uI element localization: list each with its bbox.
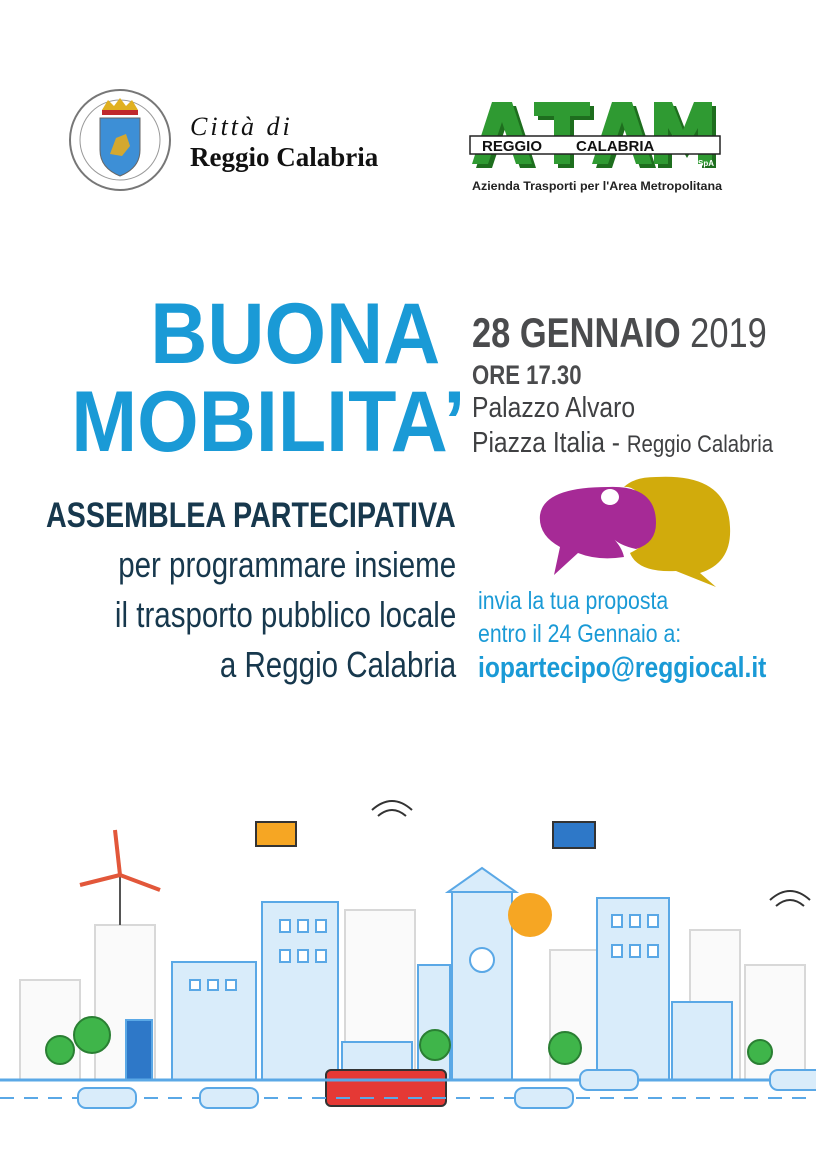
description-heading: ASSEMBLEA PARTECIPATIVA <box>46 496 456 535</box>
event-location <box>472 427 773 461</box>
event-day: 28 GENNAIO <box>472 309 681 356</box>
atam-band-right: CALABRIA <box>576 138 655 155</box>
title-line2: MOBILITA’ <box>70 374 465 470</box>
cta-line1: invia la tua proposta <box>478 587 669 615</box>
event-venue: Palazzo Alvaro <box>472 392 636 424</box>
event-city: Reggio Calabria <box>626 431 774 458</box>
city-logo-line2: Reggio Calabria <box>190 142 379 172</box>
wifi-icon <box>770 891 810 906</box>
atam-logo <box>468 94 730 194</box>
card-icon <box>256 822 296 846</box>
atam-tagline: Azienda Trasporti per l'Area Metropolitana <box>472 181 723 193</box>
description-line: per programmare insieme <box>118 544 456 585</box>
event-time: ORE 17.30 <box>472 360 582 390</box>
event-year: 2019 <box>690 309 767 356</box>
cityscape-illustration <box>0 780 816 1157</box>
title-line1: BUONA <box>149 286 440 382</box>
cta-line2: entro il 24 Gennaio a: <box>478 620 682 648</box>
email-link[interactable]: iopartecipo@reggiocal.it <box>478 652 767 684</box>
description-line: il trasporto pubblico locale <box>114 594 456 635</box>
speech-bubbles-icon <box>538 465 738 590</box>
wind-turbine <box>80 830 160 925</box>
city-logo-line1: Città di <box>190 112 293 141</box>
event-square: Piazza Italia - <box>472 427 627 459</box>
city-seal-logo <box>68 88 172 192</box>
mail-icon <box>553 822 595 848</box>
sun <box>508 893 552 937</box>
description-line: a Reggio Calabria <box>219 644 456 685</box>
atam-suffix: SpA <box>698 159 714 168</box>
wifi-icon <box>372 801 412 816</box>
bus <box>326 1070 446 1106</box>
event-date <box>472 310 767 356</box>
atam-band-left: REGGIO <box>482 138 543 155</box>
